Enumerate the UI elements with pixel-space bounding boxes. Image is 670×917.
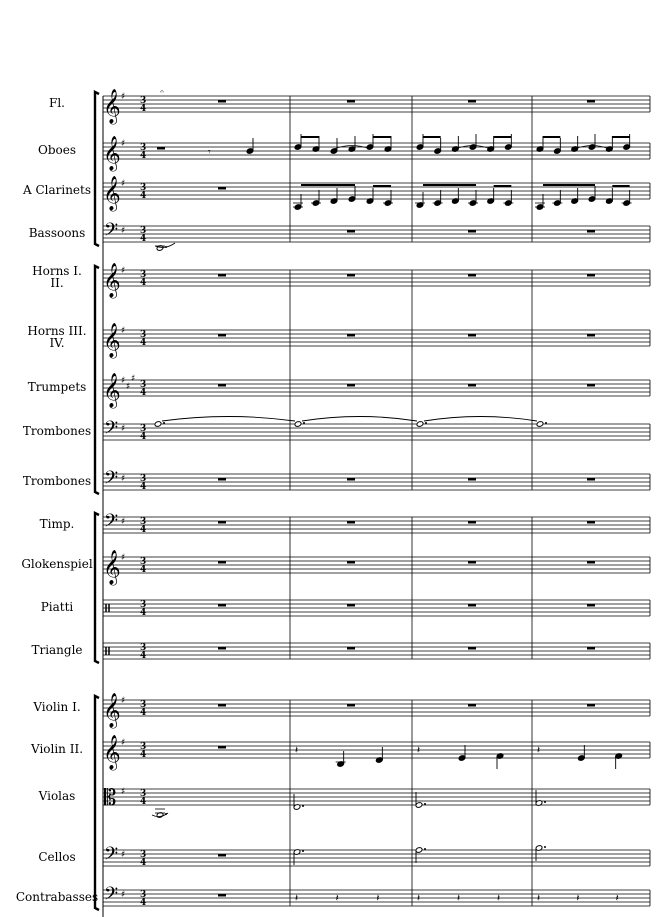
notehead [154,421,162,428]
whole-rest [468,561,476,564]
flag: ♪ [252,141,253,142]
treble-clef-icon: 𝄞 [103,693,121,728]
whole-rest [218,746,226,749]
whole-rest [218,274,226,277]
bass-clef-icon: 𝄢 [104,468,119,493]
augmentation-dot [424,803,426,805]
tie [424,417,537,422]
treble-clef-icon: 𝄞 [103,373,121,408]
time-signature-bottom: 4 [140,278,147,288]
instrument-label: Trombones [22,424,92,438]
staff-16 [103,786,650,818]
time-signature-top: 3 [140,789,147,799]
augmentation-dot [302,850,304,852]
staff-6 [103,323,650,359]
time-signature-top: 3 [140,183,147,193]
quarter-rest: 𝄽 [537,745,541,756]
instrument-label: A Clarinets [22,183,92,197]
quarter-rest: 𝄽 [457,893,461,904]
time-signature-bottom: 4 [140,151,147,161]
whole-rest [347,230,355,233]
whole-rest [347,384,355,387]
bass-clef-icon: 𝄢 [104,844,119,869]
whole-rest [587,384,595,387]
whole-rest [157,147,165,150]
time-signature-bottom: 4 [140,565,147,575]
bass-clef-icon: 𝄢 [104,884,119,909]
tie [155,243,175,247]
whole-rest [347,274,355,277]
bass-clef-icon: 𝄢 [104,511,119,536]
instrument-label: Triangle [31,643,83,657]
group-bracket [95,696,99,910]
staff-14 [103,693,650,729]
time-signature-top: 3 [140,226,147,236]
whole-rest [468,334,476,337]
bass-clef-icon: 𝄢 [104,418,119,443]
whole-rest [218,704,226,707]
time-signature-top: 3 [140,557,147,567]
whole-rest [587,561,595,564]
whole-rest [347,704,355,707]
key-sharp-icon: ♯ [126,382,131,392]
staff-18 [103,884,650,909]
staff-10 [103,511,650,536]
whole-rest [218,647,226,650]
whole-rest [587,647,595,650]
time-signature-bottom: 4 [140,608,147,618]
time-signature-top: 3 [140,380,147,390]
whole-rest [468,274,476,277]
treble-clef-icon: 𝄞 [103,136,121,171]
whole-rest [218,561,226,564]
quarter-rest: 𝄽 [376,893,380,904]
notehead [294,421,302,428]
notehead [536,421,544,428]
whole-rest [587,100,595,103]
instrument-label: Oboes [37,143,77,157]
whole-rest [468,704,476,707]
quarter-rest: 𝄽 [417,893,421,904]
time-signature-top: 3 [140,330,147,340]
quarter-rest: 𝄽 [295,745,299,756]
whole-rest [347,521,355,524]
key-sharp-icon: ♯ [121,179,126,189]
time-signature-bottom: 4 [140,651,147,661]
time-signature-top: 3 [140,742,147,752]
time-signature-top: 3 [140,143,147,153]
whole-rest [347,100,355,103]
staff-13 [103,643,650,661]
quarter-rest: 𝄽 [497,893,501,904]
instrument-label: Horns I. II. [32,264,82,290]
whole-rest [347,478,355,481]
whole-rest [587,230,595,233]
treble-clef-icon: 𝄞 [103,176,121,211]
key-sharp-icon: ♯ [121,139,126,149]
time-signature-bottom: 4 [140,797,147,807]
time-signature-bottom: 4 [140,858,147,868]
time-signature-top: 3 [140,700,147,710]
augmentation-dot [544,801,546,803]
notehead [416,421,424,428]
time-signature-top: 3 [140,517,147,527]
treble-clef-icon: 𝄞 [103,323,121,358]
key-sharp-icon: ♯ [121,850,126,860]
time-signature-top: 3 [140,424,147,434]
staff-8 [103,417,650,444]
tie [302,417,417,422]
time-signature-bottom: 4 [140,482,147,492]
whole-rest [347,561,355,564]
whole-rest [468,647,476,650]
key-sharp-icon: ♯ [121,226,126,236]
whole-rest [468,521,476,524]
instrument-label: Timp. [39,517,75,531]
augmentation-dot [424,848,426,850]
whole-rest [468,478,476,481]
tie [162,417,295,422]
whole-rest [468,604,476,607]
quarter-rest: 𝄽 [615,893,619,904]
instrument-label: Contrabasses [15,890,99,904]
quarter-rest: 𝄽 [417,745,421,756]
key-sharp-icon: ♯ [121,376,126,386]
group-bracket [95,513,99,663]
time-signature-top: 3 [140,643,147,653]
staff-11 [103,550,650,586]
instrument-label: Violin I. [33,700,81,714]
group-bracket [95,266,99,494]
instrument-label: Fl. [49,96,65,110]
key-sharp-icon: ♯ [121,92,126,102]
whole-rest [218,187,226,190]
whole-rest [218,521,226,524]
time-signature-bottom: 4 [140,750,147,760]
staff-9 [103,468,650,493]
whole-rest [468,384,476,387]
instrument-label: Horns III. IV. [27,324,87,350]
key-sharp-icon: ♯ [121,696,126,706]
quarter-rest: 𝄽 [576,893,580,904]
instrument-label: Glokenspiel [21,557,93,571]
time-signature-bottom: 4 [140,388,147,398]
eighth-rest: 𝄾 [208,147,211,158]
instrument-label: Violin II. [30,742,84,756]
augmentation-dot [163,422,165,424]
whole-rest [587,521,595,524]
whole-rest [587,478,595,481]
staff-4 [103,220,650,251]
time-signature-bottom: 4 [140,104,147,114]
staff-17 [103,844,650,869]
whole-rest [347,604,355,607]
key-sharp-icon: ♯ [121,474,126,484]
instrument-label: Trumpets [27,380,87,394]
treble-clef-icon: 𝄞 [103,263,121,298]
whole-rest [218,100,226,103]
time-signature-top: 3 [140,474,147,484]
whole-rest [587,274,595,277]
whole-rest [218,334,226,337]
whole-rest [218,478,226,481]
augmentation-dot [544,846,546,848]
whole-rest [218,854,226,857]
instrument-label: Cellos [38,850,76,864]
staff-5 [103,263,650,299]
key-sharp-icon: ♯ [131,374,136,384]
whole-rest [218,604,226,607]
whole-rest [218,894,226,897]
time-signature-bottom: 4 [140,234,147,244]
staff-15 [103,735,650,771]
augmentation-dot [303,422,305,424]
whole-rest [468,100,476,103]
time-signature-top: 3 [140,890,147,900]
key-sharp-icon: ♯ [121,553,126,563]
staff-7 [103,373,650,409]
bass-clef-icon: 𝄢 [104,220,119,245]
key-sharp-icon: ♯ [121,326,126,336]
augmentation-dot [545,422,547,424]
time-signature-bottom: 4 [140,338,147,348]
quarter-rest: 𝄽 [295,893,299,904]
whole-rest [587,604,595,607]
time-signature-bottom: 4 [140,898,147,908]
key-sharp-icon: ♯ [121,890,126,900]
instrument-label: Bassoons [28,226,86,240]
augmentation-dot [302,805,304,807]
group-bracket [95,92,99,246]
time-signature-bottom: 4 [140,708,147,718]
staff-3 [103,176,650,212]
time-signature-top: 3 [140,850,147,860]
quarter-rest: 𝄽 [335,893,339,904]
quarter-rest: 𝄽 [537,893,541,904]
alto-clef-icon: 𝄡 [104,786,117,811]
time-signature-bottom: 4 [140,191,147,201]
key-sharp-icon: ♯ [121,738,126,748]
time-signature-bottom: 4 [140,432,147,442]
whole-rest [347,334,355,337]
staff-12 [103,600,650,618]
key-sharp-icon: ♯ [121,266,126,276]
time-signature-top: 3 [140,96,147,106]
augmentation-dot [425,422,427,424]
time-signature-top: 3 [140,270,147,280]
staff-2 [103,134,650,172]
staff-1 [103,88,650,125]
instrument-label: Trombones [22,474,92,488]
whole-rest [347,647,355,650]
fermata-icon: 𝄐 [160,88,164,96]
time-signature-bottom: 4 [140,525,147,535]
key-sharp-icon: ♯ [121,424,126,434]
treble-clef-icon: 𝄞 [103,550,121,585]
whole-rest [218,384,226,387]
key-sharp-icon: ♯ [121,787,126,797]
key-sharp-icon: ♯ [121,517,126,527]
treble-clef-icon: 𝄞 [103,735,121,770]
instrument-label: Violas [38,789,76,803]
time-signature-top: 3 [140,600,147,610]
whole-rest [587,334,595,337]
instrument-label: Piatti [40,600,74,614]
whole-rest [468,230,476,233]
whole-rest [587,704,595,707]
treble-clef-icon: 𝄞 [103,89,121,124]
